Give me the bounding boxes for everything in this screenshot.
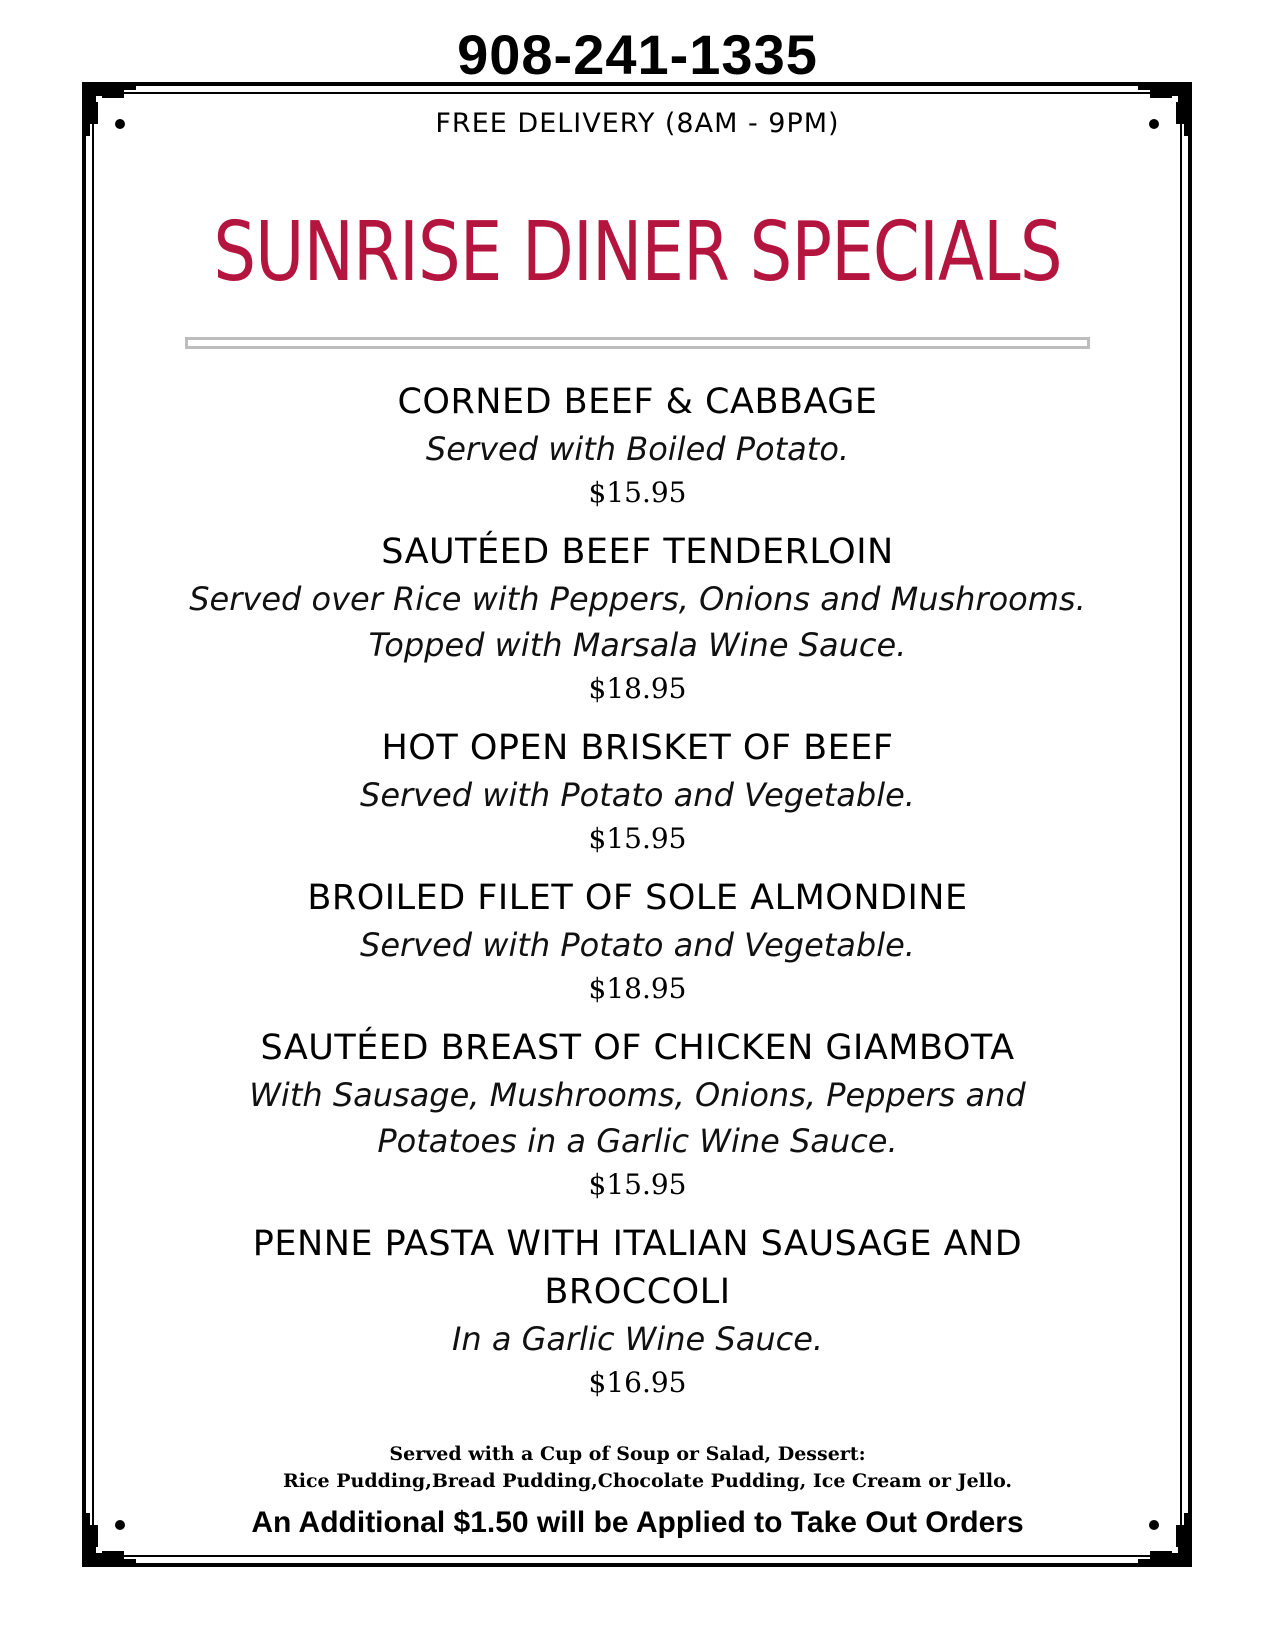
- item-name: BROCCOLI: [544, 1272, 731, 1312]
- item-price: $15.95: [588, 1168, 687, 1201]
- item-price: $15.95: [588, 476, 687, 509]
- item-name: PENNE PASTA WITH ITALIAN SAUSAGE AND: [252, 1224, 1023, 1264]
- specials-list: [150, 378, 1125, 1418]
- item-name: CORNED BEEF & CABBAGE: [397, 382, 878, 422]
- item-description: Topped with Marsala Wine Sauce.: [368, 626, 907, 664]
- item-price: $18.95: [588, 672, 687, 705]
- menu-item: [150, 1220, 1125, 1404]
- menu-item: [150, 378, 1125, 514]
- item-price: $16.95: [588, 1366, 687, 1399]
- title-divider: [185, 337, 1090, 349]
- item-description: Served with Potato and Vegetable.: [360, 926, 915, 964]
- served-with-note: Served with a Cup of Soup or Salad, Dessert:: [389, 1443, 866, 1465]
- item-name: HOT OPEN BRISKET OF BEEF: [381, 728, 894, 768]
- menu-item: [150, 874, 1125, 1010]
- menu-item: [150, 528, 1125, 710]
- item-description: With Sausage, Mushrooms, Onions, Peppers and: [249, 1076, 1026, 1114]
- item-description: Served over Rice with Peppers, Onions and Mushrooms.: [189, 580, 1086, 618]
- item-name: SAUTÉED BEEF TENDERLOIN: [381, 532, 894, 572]
- phone-number: 908-241-1335: [457, 23, 818, 86]
- item-description: Served with Potato and Vegetable.: [360, 776, 915, 814]
- menu-item: [150, 1024, 1125, 1206]
- item-price: $18.95: [588, 972, 687, 1005]
- item-description: Served with Boiled Potato.: [425, 430, 850, 468]
- delivery-notice: FREE DELIVERY (8AM - 9PM): [435, 108, 840, 139]
- takeout-surcharge-note: An Additional $1.50 will be Applied to Take Out Orders: [251, 1506, 1024, 1539]
- item-name: SAUTÉED BREAST OF CHICKEN GIAMBOTA: [260, 1028, 1015, 1068]
- item-description: Potatoes in a Garlic Wine Sauce.: [377, 1122, 898, 1160]
- page-title: SUNRISE DINER SPECIALS: [213, 205, 1062, 300]
- menu-item: [150, 724, 1125, 860]
- item-price: $15.95: [588, 822, 687, 855]
- item-description: In a Garlic Wine Sauce.: [451, 1320, 824, 1358]
- dessert-options: Rice Pudding,Bread Pudding,Chocolate Pudding, Ice Cream or Jello.: [282, 1470, 1013, 1492]
- item-name: BROILED FILET OF SOLE ALMONDINE: [307, 878, 968, 918]
